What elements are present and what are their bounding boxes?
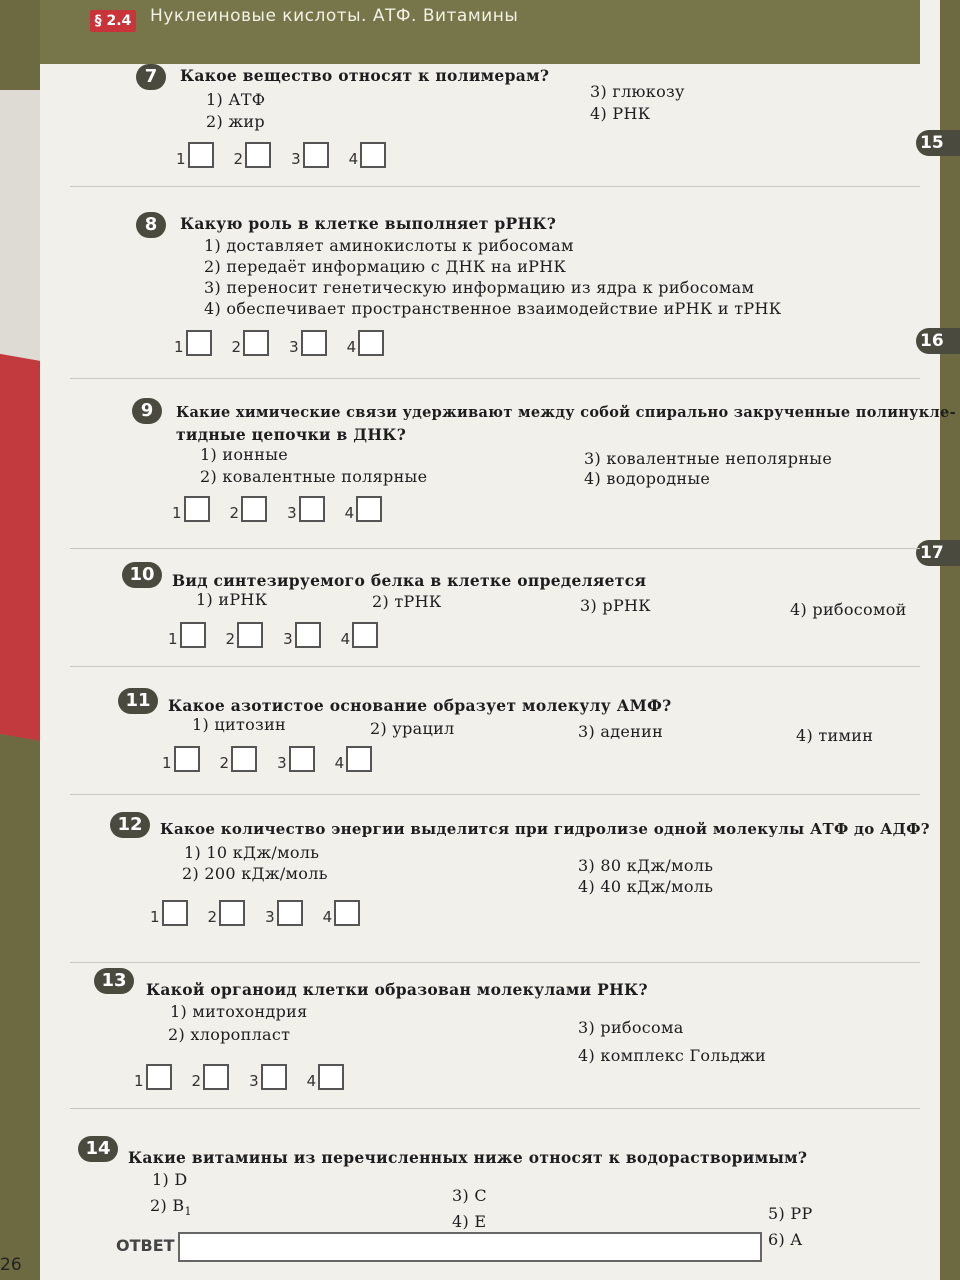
box-label: 4: [346, 338, 357, 356]
answer-boxes: [172, 496, 382, 522]
answer-option: 2) жир: [206, 112, 265, 131]
answer-boxes: [134, 1064, 344, 1090]
box-label: 2: [225, 630, 236, 648]
question-text: Какое количество энергии выделится при гидролизе одной молекулы АТФ до АДФ?: [160, 820, 930, 838]
box-label: 3: [249, 1072, 259, 1090]
checkbox[interactable]: [301, 330, 327, 356]
answer-option: 2) 200 кДж/моль: [182, 864, 328, 883]
answer-option: 4) E: [452, 1212, 487, 1231]
side-tab-17: 17: [916, 540, 960, 566]
box-label: 3: [287, 504, 297, 522]
answer-box-2[interactable]: [230, 496, 268, 522]
checkbox[interactable]: [174, 746, 200, 772]
question-text: Какую роль в клетке выполняет рРНК?: [180, 214, 557, 233]
answer-box-3[interactable]: [283, 622, 321, 648]
answer-box-2[interactable]: [226, 622, 264, 648]
box-label: 2: [207, 908, 218, 926]
question-number: 11: [118, 688, 158, 714]
checkbox[interactable]: [231, 746, 257, 772]
answer-box-3[interactable]: [277, 746, 315, 772]
answer-option: 3) ковалентные неполярные: [584, 449, 833, 468]
checkbox[interactable]: [180, 622, 206, 648]
answer-box-2[interactable]: [220, 746, 258, 772]
answer-box-2[interactable]: [192, 1064, 230, 1090]
box-label: 3: [291, 150, 301, 168]
answer-box-1[interactable]: [176, 142, 214, 168]
question-number: 7: [136, 64, 166, 90]
answer-option: 6) A: [768, 1230, 803, 1249]
answer-option: 4) рибосомой: [790, 600, 907, 619]
answer-option: 3) переносит генетическую информацию из ядра к рибосомам: [204, 278, 755, 297]
answer-box-1[interactable]: [162, 746, 200, 772]
answer-boxes: [168, 622, 378, 648]
answer-box-2[interactable]: [232, 330, 270, 356]
answer-box-1[interactable]: [174, 330, 212, 356]
answer-option: 3) аденин: [578, 722, 664, 741]
box-label: 4: [340, 630, 351, 648]
box-label: 2: [229, 504, 240, 522]
answer-option: 2) урацил: [370, 719, 455, 738]
question-number: 9: [132, 398, 162, 424]
box-label: 1: [174, 338, 184, 356]
question-number: 12: [110, 812, 150, 838]
answer-option: 1) ионные: [200, 445, 289, 464]
checkbox[interactable]: [261, 1064, 287, 1090]
checkbox[interactable]: [245, 142, 271, 168]
answer-box-3[interactable]: [287, 496, 325, 522]
answer-box-1[interactable]: [150, 900, 188, 926]
page-number: 26: [0, 1255, 22, 1275]
answer-box-1[interactable]: [168, 622, 206, 648]
answer-box-3[interactable]: [291, 142, 329, 168]
answer-box-3[interactable]: [249, 1064, 287, 1090]
box-label: 3: [265, 908, 275, 926]
answer-box-2[interactable]: [208, 900, 246, 926]
box-label: 2: [231, 338, 242, 356]
separator: [70, 186, 920, 187]
question-text: Какой органоид клетки образован молекулами РНК?: [146, 980, 648, 999]
answer-option: 3) рРНК: [580, 596, 651, 615]
checkbox[interactable]: [186, 330, 212, 356]
box-label: 2: [233, 150, 244, 168]
answer-boxes: [176, 142, 386, 168]
checkbox[interactable]: [162, 900, 188, 926]
question-number: 13: [94, 968, 134, 994]
question-text: Какие химические связи удерживают между собой спирально закрученные полинукле-: [176, 404, 956, 421]
checkbox[interactable]: [295, 622, 321, 648]
answer-box-1[interactable]: [134, 1064, 172, 1090]
question-text: Какое вещество относят к полимерам?: [180, 66, 550, 85]
answer-option: 4) 40 кДж/моль: [578, 877, 714, 896]
box-label: 2: [219, 754, 230, 772]
box-label: 1: [134, 1072, 144, 1090]
checkbox[interactable]: [356, 496, 382, 522]
box-label: 1: [176, 150, 186, 168]
side-tab-16: 16: [916, 328, 960, 354]
checkbox[interactable]: [188, 142, 214, 168]
answer-option: 4) РНК: [590, 104, 651, 123]
separator: [70, 378, 920, 379]
answer-option: 1) 10 кДж/моль: [184, 843, 320, 862]
answer-option: 1) D: [152, 1170, 188, 1189]
checkbox[interactable]: [346, 746, 372, 772]
separator: [70, 962, 920, 963]
checkbox[interactable]: [352, 622, 378, 648]
question-number: 14: [78, 1136, 118, 1162]
box-label: 4: [348, 150, 359, 168]
checkbox[interactable]: [334, 900, 360, 926]
box-label: 1: [172, 504, 182, 522]
question-text: Вид синтезируемого белка в клетке определяется: [172, 571, 647, 590]
answer-box-2[interactable]: [234, 142, 272, 168]
box-label: 3: [289, 338, 299, 356]
checkbox[interactable]: [203, 1064, 229, 1090]
answer-option: 4) обеспечивает пространственное взаимодействие иРНК и тРНК: [204, 299, 782, 318]
answer-box-3[interactable]: [289, 330, 327, 356]
answer-option: 3) глюкозу: [590, 82, 685, 101]
box-label: 3: [283, 630, 293, 648]
checkbox[interactable]: [360, 142, 386, 168]
checkbox[interactable]: [184, 496, 210, 522]
answer-option: 5) PP: [768, 1204, 813, 1223]
answer-box-4[interactable]: [347, 330, 385, 356]
box-label: 4: [322, 908, 333, 926]
chapter-title: Нуклеиновые кислоты. АТФ. Витамины: [150, 6, 519, 26]
separator: [70, 1108, 920, 1109]
answer-option: 3) C: [452, 1186, 487, 1205]
question-number: 10: [122, 562, 162, 588]
answer-option: 1) цитозин: [192, 715, 286, 734]
separator: [70, 666, 920, 667]
answer-box-4[interactable]: [341, 622, 379, 648]
answer-option: 2) тРНК: [372, 592, 442, 611]
answer-box-1[interactable]: [172, 496, 210, 522]
answer-box-4[interactable]: [323, 900, 361, 926]
question-number: 8: [136, 212, 166, 238]
option-text: 2) B: [150, 1196, 185, 1215]
separator: [70, 794, 920, 795]
box-label: 4: [344, 504, 355, 522]
answer-option: 1) доставляет аминокислоты к рибосомам: [204, 236, 574, 255]
answer-option: 2) передаёт информацию с ДНК на иРНК: [204, 257, 567, 276]
box-label: 2: [191, 1072, 202, 1090]
answer-box-4[interactable]: [335, 746, 373, 772]
answer-option: 4) комплекс Гольджи: [578, 1046, 766, 1065]
answer-option: [150, 1196, 192, 1218]
answer-option: 2) хлоропласт: [168, 1025, 291, 1044]
checkbox[interactable]: [299, 496, 325, 522]
answer-box-4[interactable]: [345, 496, 383, 522]
box-label: 1: [150, 908, 160, 926]
checkbox[interactable]: [146, 1064, 172, 1090]
box-label: 4: [334, 754, 345, 772]
checkbox[interactable]: [289, 746, 315, 772]
checkbox[interactable]: [243, 330, 269, 356]
answer-boxes: [150, 900, 360, 926]
answer-option: 1) иРНК: [196, 590, 268, 609]
answer-option: 3) 80 кДж/моль: [578, 856, 714, 875]
separator: [70, 548, 920, 549]
answer-option: 4) водородные: [584, 469, 711, 488]
checkbox[interactable]: [219, 900, 245, 926]
answer-boxes: [162, 746, 372, 772]
box-label: 1: [162, 754, 172, 772]
checkbox[interactable]: [358, 330, 384, 356]
answer-input[interactable]: [178, 1232, 762, 1262]
box-label: 1: [168, 630, 178, 648]
section-badge: § 2.4: [90, 10, 136, 32]
answer-box-3[interactable]: [265, 900, 303, 926]
answer-option: 2) ковалентные полярные: [200, 467, 428, 486]
question-text-continued: тидные цепочки в ДНК?: [176, 425, 407, 444]
answer-label: ОТВЕТ: [116, 1236, 175, 1255]
checkbox[interactable]: [277, 900, 303, 926]
answer-option: 1) АТФ: [206, 90, 266, 109]
answer-option: 4) тимин: [796, 726, 874, 745]
question-text: Какое азотистое основание образует молекулу АМФ?: [168, 696, 672, 715]
checkbox[interactable]: [303, 142, 329, 168]
box-label: 4: [306, 1072, 317, 1090]
answer-box-4[interactable]: [349, 142, 387, 168]
answer-boxes: [174, 330, 384, 356]
checkbox[interactable]: [318, 1064, 344, 1090]
side-tab-15: 15: [916, 130, 960, 156]
option-subscript: 1: [184, 1205, 192, 1219]
answer-box-4[interactable]: [307, 1064, 345, 1090]
question-text: Какие витамины из перечисленных ниже относят к водорастворимым?: [128, 1148, 808, 1167]
box-label: 3: [277, 754, 287, 772]
checkbox[interactable]: [237, 622, 263, 648]
answer-option: 3) рибосома: [578, 1018, 684, 1037]
answer-option: 1) митохондрия: [170, 1002, 308, 1021]
checkbox[interactable]: [241, 496, 267, 522]
